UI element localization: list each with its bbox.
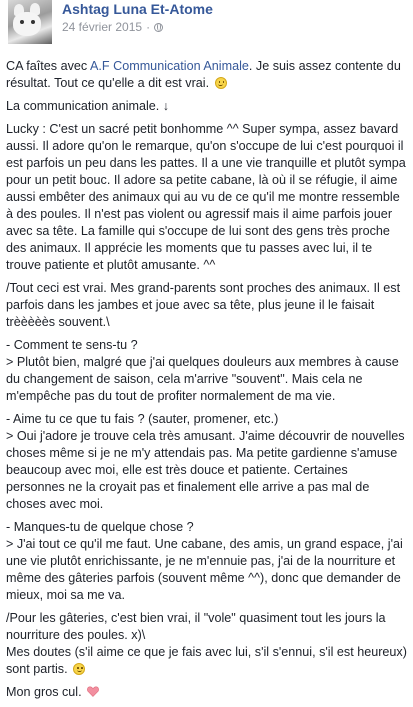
heart-emoji-icon — [87, 686, 99, 697]
page-mention-link[interactable]: A.F Communication Animale — [90, 59, 249, 73]
avatar-face — [13, 12, 41, 36]
post-meta — [62, 20, 163, 34]
lucky-paragraph: Lucky : C'est un sacré petit bonhomme ^^ Super sympa, assez bavard aussi. Il adore qu'on le remarque, qu'on s'occupe de lui c'est pourquoi il est parfois un peu dans les pattes. Il a une vie tranquille et plutôt sympa pour un petit bouc. Il adore sa petite cabane, là où il se réfugie, il aime aussi embêter des animaux qui au vu de ce qu'il me montre ressemble à des poules. Il n'est pas violent ou agressif mais il aime parfois jouer avec sa tête. La famille qui s'occupe de lui sont des gens très proche des animaux. Il apprécie les moments que tu passes avec lui, il te trouve patiente et plutôt amusante. ^^ — [6, 122, 406, 272]
signoff-text: Mon gros cul. — [6, 685, 82, 699]
question-answer-2: - Aime tu ce que tu fais ? (sauter, promener, etc.) > Oui j'adore je trouve cela très amusant. J'aime découvrir de nouvelles choses même si je ne m'y attendais pas. Ma petite gardienne s'amuse beaucoup avec moi, elle est très douce et patiente. Certaines personnes ne la croyait pas et finalement elle arrive a pas mal de choses avec moi. — [6, 412, 405, 511]
section-heading: La communication animale. ↓ — [6, 99, 170, 113]
smile-emoji-icon — [73, 663, 85, 675]
avatar[interactable] — [8, 0, 52, 44]
post-date-link[interactable]: 24 février 2015 — [62, 20, 143, 34]
smile-emoji-icon — [215, 77, 227, 89]
question-answer-3: - Manques-tu de quelque chose ? > J'ai tout ce qu'il me faut. Une cabane, des amis, un grand espace, j'ai une vie plutôt enrichissante, je ne m'ennuie pas, j'ai de la nourriture et même des gâteries parfois (souvent même ^^), donc que demander de mieux, moi sa me va. — [6, 520, 403, 602]
intro-text: CA faîtes avec — [6, 59, 91, 73]
signoff-paragraph — [6, 684, 408, 701]
avatar-eye — [20, 20, 24, 24]
avatar-eye — [31, 20, 35, 24]
owner-comment-2-text: /Pour les gâteries, c'est bien vrai, il "vole" quasiment tout les jours la nourriture des poules. x)\ Mes doutes (s'il aime ce que je fais avec lui, s'il s'ennui, s'il est heureux) sont partis. — [6, 611, 407, 676]
meta-separator: · — [146, 20, 151, 34]
globe-icon[interactable] — [154, 23, 163, 32]
question-answer-1: - Comment te sens-tu ? > Plutôt bien, malgré que j'ai quelques douleurs aux membres à cause du changement de saison, cela m'arrive "souvent". Mais cela ne m'empêche pas du tout de profiter normalement de ma vie. — [6, 338, 399, 403]
owner-comment-2-paragraph — [6, 610, 408, 678]
post-header — [6, 0, 407, 54]
post-body — [6, 58, 408, 707]
intro-paragraph — [6, 58, 408, 92]
owner-comment-paragraph: /Tout ceci est vrai. Mes grand-parents sont proches des animaux. Il est parfois dans les jambes et joue avec sa tête, plus jeune il le faisait trèèèèès souvent.\ — [6, 281, 401, 329]
author-name-link[interactable]: Ashtag Luna Et-Atome — [62, 1, 213, 17]
intro-text-end: . Je suis assez contente du résultat. Tout ce qu'elle a dit est vrai. — [6, 59, 401, 90]
